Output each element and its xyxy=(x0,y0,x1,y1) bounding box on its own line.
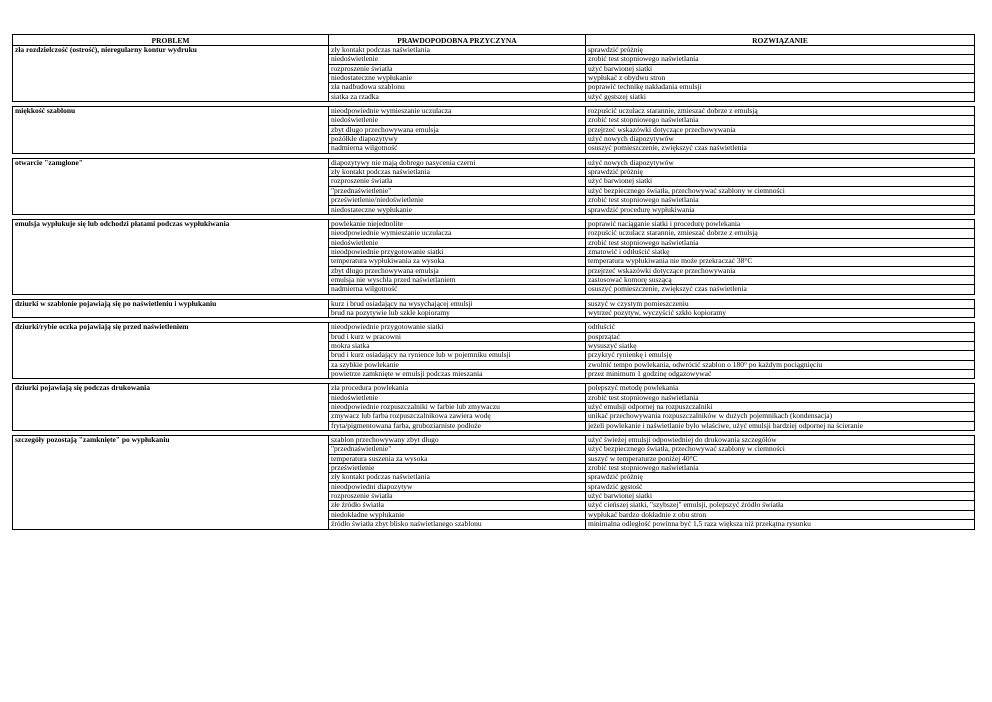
troubleshooting-table xyxy=(12,34,975,530)
solution-cell: użyć barwionej siatki xyxy=(586,177,975,186)
solution-cell: osuszyć pomieszczenie, zwiększyć czas naświetlenia xyxy=(586,144,975,153)
table-row xyxy=(13,107,975,116)
solution-cell: zrobić test stopniowego naświetlania xyxy=(586,116,975,125)
solution-cell: przejrzeć wskazówki dotyczące przechowywania xyxy=(586,125,975,134)
cause-cell: rozproszenie światła xyxy=(329,177,586,186)
table-row xyxy=(13,46,975,55)
cause-cell: mokra siatka xyxy=(329,341,586,350)
solution-cell: rozpuścić uczulacz starannie, zmieszać dobrze z emulsją xyxy=(586,107,975,116)
solution-cell: użyć cieńszej siatki, "szybszej" emulsji, polepszyć źródło światła xyxy=(586,501,975,510)
cause-cell: brud i kurz osiadający na rynience lub w pojemniku emulsji xyxy=(329,351,586,360)
problem-cell: dziurki w szablonie pojawiają się po naświetleniu i wypłukaniu xyxy=(13,299,329,318)
cause-cell: złe źródło światła xyxy=(329,501,586,510)
solution-cell: zwolnić tempo powlekania, odwrócić szablon o 180° po każdym pociągnięciu xyxy=(586,360,975,369)
cause-cell: siatka za rzadka xyxy=(329,92,586,101)
cause-cell: nieodpowiednie przygotowanie siatki xyxy=(329,247,586,256)
solution-cell: sprawdzić gęstość xyxy=(586,482,975,491)
cause-cell: powlekanie niejednolite xyxy=(329,219,586,228)
solution-cell: zrobić test stopniowego naświetlania xyxy=(586,196,975,205)
solution-cell: użyć nowych diapozytywów xyxy=(586,158,975,167)
problem-cell: zła rozdzielczość (ostrość), nieregularny kontur wydruku xyxy=(13,46,329,102)
cause-cell: kurz i brud osiadający na wysychającej emulsji xyxy=(329,299,586,308)
cause-cell: prześwietlenie/niedoświetlenie xyxy=(329,196,586,205)
cause-cell: zła procedura powlekania xyxy=(329,384,586,393)
cause-cell: powietrze zamknięte w emulsji podczas mieszania xyxy=(329,370,586,379)
solution-cell: użyć bezpiecznego światła, przechowywać szablony w ciemności xyxy=(586,445,975,454)
solution-cell: przejrzeć wskazówki dotyczące przechowywania xyxy=(586,266,975,275)
solution-cell: użyć emulsji odpornej na rozpuszczalniki xyxy=(586,403,975,412)
solution-cell: sprawdzić próżnię xyxy=(586,168,975,177)
solution-cell: wypłukać bardzo dokładnie z obu stron xyxy=(586,510,975,519)
cause-cell: zły kontakt podczas naświetlania xyxy=(329,473,586,482)
cause-cell: temperatura wypłukiwania za wysoka xyxy=(329,257,586,266)
cause-cell: nieodpowiednie przygotowanie siatki xyxy=(329,323,586,332)
solution-cell: poprawić technikę nakładania emulsji xyxy=(586,83,975,92)
cause-cell: prześwietlenie xyxy=(329,464,586,473)
table-body xyxy=(13,46,975,530)
table-row xyxy=(13,384,975,393)
solution-cell: zrobić test stopniowego naświetlania xyxy=(586,238,975,247)
solution-cell: posprzątać xyxy=(586,332,975,341)
solution-cell: użyć bezpiecznego światła, przechowywać szablony w ciemności xyxy=(586,186,975,195)
cause-cell: brud i kurz w pracowni xyxy=(329,332,586,341)
cause-cell: zmywacz lub farba rozpuszczalnikowa zawiera wodę xyxy=(329,412,586,421)
cause-cell: emulsja nie wyschła przed naświetlaniem xyxy=(329,275,586,284)
solution-cell: sprawdzić próżnię xyxy=(586,46,975,55)
solution-cell: użyć świeżej emulsji odpowiedniej do drukowania szczegółów xyxy=(586,436,975,445)
table-row xyxy=(13,436,975,445)
cause-cell: niedostateczne wypłukanie xyxy=(329,205,586,214)
solution-cell: użyć nowych diapozytywów xyxy=(586,135,975,144)
solution-cell: minimalna odległość powinna być 1,5 raza większa niż przekątna rysunku xyxy=(586,520,975,529)
table-row xyxy=(13,323,975,332)
solution-cell: zmatowić i odtłuścić siatkę xyxy=(586,247,975,256)
problem-cell: miękkość szablonu xyxy=(13,107,329,154)
problem-cell: szczegóły pozostają "zamknięte" po wypłukaniu xyxy=(13,436,329,529)
solution-cell: unikać przechowywania rozpuszczalników w dużych pojemnikach (kondensacja) xyxy=(586,412,975,421)
header-cause: PRAWDOPODOBNA PRZYCZYNA xyxy=(329,35,586,46)
cause-cell: źródło światła zbyt blisko naświetlanego szablonu xyxy=(329,520,586,529)
table-row xyxy=(13,219,975,228)
solution-cell: osuszyć pomieszczenie, zwiększyć czas naświetlenia xyxy=(586,285,975,294)
solution-cell: zrobić test stopniowego naświetlania xyxy=(586,393,975,402)
cause-cell: nieodpowiednie rozpuszczalniki w farbie lub zmywaczu xyxy=(329,403,586,412)
solution-cell: suszyć w temperaturze poniżej 40°C xyxy=(586,454,975,463)
cause-cell: "przednaświetlenie" xyxy=(329,186,586,195)
problem-cell: dziurki pojawiają się podczas drukowania xyxy=(13,384,329,431)
problem-cell: dziurki/rybie oczka pojawiają się przed naświetleniem xyxy=(13,323,329,379)
solution-cell: wypłukać z obydwu stron xyxy=(586,74,975,83)
cause-cell: za szybkie powlekanie xyxy=(329,360,586,369)
solution-cell: użyć gęstszej siatki xyxy=(586,92,975,101)
table-row xyxy=(13,299,975,308)
solution-cell: polepszyć metodę powlekania xyxy=(586,384,975,393)
cause-cell: niedoświetlenie xyxy=(329,55,586,64)
problem-cell: otwarcie "zamglone" xyxy=(13,158,329,214)
cause-cell: temperatura suszenia za wysoka xyxy=(329,454,586,463)
cause-cell: brud na pozytywie lub szkle kopioramy xyxy=(329,308,586,317)
solution-cell: jeżeli powlekanie i naświetlanie było właściwe, użyć emulsji bardziej odpornej na ścieranie xyxy=(586,421,975,430)
cause-cell: zbyt długo przechowywana emulsja xyxy=(329,266,586,275)
solution-cell: zrobić test stopniowego naświetlania xyxy=(586,464,975,473)
cause-cell: rozproszenie światła xyxy=(329,492,586,501)
header-row xyxy=(13,35,975,46)
solution-cell: użyć barwionej siatki xyxy=(586,492,975,501)
cause-cell: pożółkłe diapozytywy xyxy=(329,135,586,144)
cause-cell: niedoświetlenie xyxy=(329,116,586,125)
solution-cell: sprawdzić próżnię xyxy=(586,473,975,482)
cause-cell: niedoświetlenie xyxy=(329,393,586,402)
cause-cell: zła nadbudowa szablonu xyxy=(329,83,586,92)
troubleshooting-sheet xyxy=(12,34,974,530)
solution-cell: przykryć rynienkę i emulsję xyxy=(586,351,975,360)
solution-cell: suszyć w czystym pomieszczeniu xyxy=(586,299,975,308)
cause-cell: nieodpowiedni diapozytyw xyxy=(329,482,586,491)
cause-cell: nieodpowiednie wymieszanie uczulacza xyxy=(329,229,586,238)
cause-cell: "przednaświetlenie" xyxy=(329,445,586,454)
solution-cell: zastosować komorę suszącą xyxy=(586,275,975,284)
cause-cell: nadmierna wilgotność xyxy=(329,144,586,153)
cause-cell: zły kontakt podczas naświetlania xyxy=(329,46,586,55)
cause-cell: niedostateczne wypłukanie xyxy=(329,74,586,83)
cause-cell: rozproszenie światła xyxy=(329,64,586,73)
cause-cell: szablon przechowywany zbyt długo xyxy=(329,436,586,445)
cause-cell: nieodpowiednie wymieszanie uczulacza xyxy=(329,107,586,116)
cause-cell: zbyt długo przechowywana emulsja xyxy=(329,125,586,134)
cause-cell: zły kontakt podczas naświetlania xyxy=(329,168,586,177)
cause-cell: fryta/pigmentowana farba, gruboziarniste podłoże xyxy=(329,421,586,430)
solution-cell: temperatura wypłukiwania nie może przekraczać 38°C xyxy=(586,257,975,266)
solution-cell: poprawić naciąganie siatki i procedurę powlekania xyxy=(586,219,975,228)
cause-cell: niedoświetlenie xyxy=(329,238,586,247)
solution-cell: sprawdzić procedurę wypłukiwania xyxy=(586,205,975,214)
cause-cell: diapozytywy nie mają dobrego nasycenia czerni xyxy=(329,158,586,167)
cause-cell: niedokładne wypłukanie xyxy=(329,510,586,519)
header-solution: ROZWIĄZANIE xyxy=(586,35,975,46)
solution-cell: zrobić test stopniowego naświetlania xyxy=(586,55,975,64)
solution-cell: wytrzeć pozytyw, wyczyścić szkło kopioramy xyxy=(586,308,975,317)
solution-cell: wysuszyć siatkę xyxy=(586,341,975,350)
solution-cell: odtłuścić xyxy=(586,323,975,332)
cause-cell: nadmierna wilgotność xyxy=(329,285,586,294)
problem-cell: emulsja wypłukuje się lub odchodzi płatami podczas wypłukiwania xyxy=(13,219,329,294)
header-problem: PROBLEM xyxy=(13,35,329,46)
solution-cell: rozpuścić uczulacz starannie, zmieszać dobrze z emulsją xyxy=(586,229,975,238)
solution-cell: przez minimum 1 godzinę odgazowywać xyxy=(586,370,975,379)
solution-cell: użyć barwionej siatki xyxy=(586,64,975,73)
table-row xyxy=(13,158,975,167)
